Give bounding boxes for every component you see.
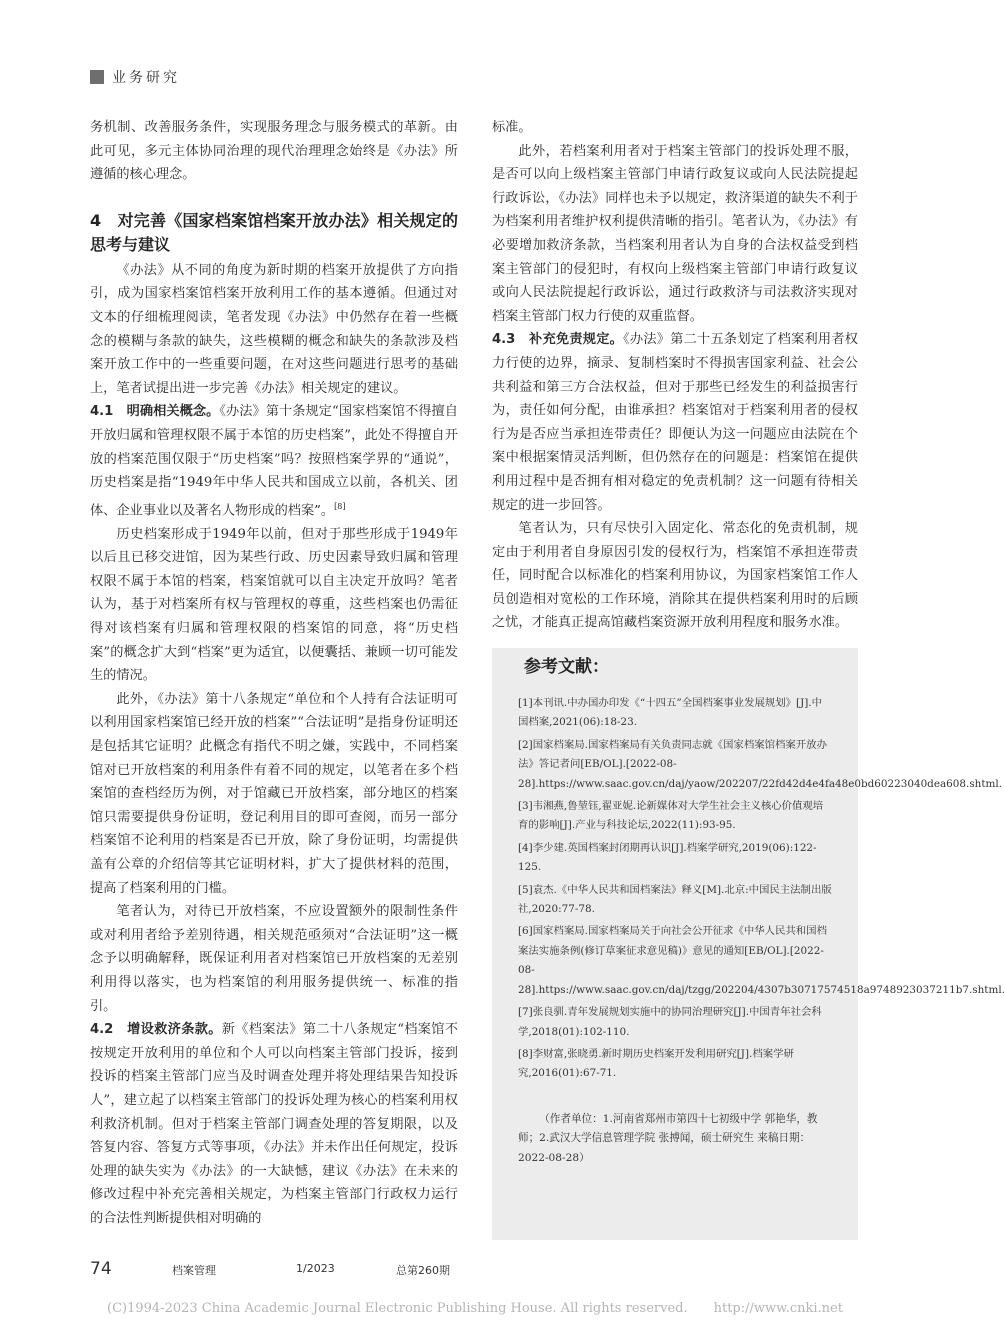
copyright-line: (C)1994-2023 China Academic Journal Electronic Publishing House. All rights reserved. http://www.cnki.net: [107, 1301, 843, 1316]
paragraph-text: 《办法》第二十五条划定了档案利用者权力行使的边界，摘录、复制档案时不得损害国家利益、社会公共利益和第三方合法权益，但对于那些已经发生的利益损害行为，责任如何分配，由谁承担？档案馆对于档案利用者的侵权行为是否应当承担连带责任？即便认为这一问题应由法院在个案中根据案情灵活判断，但仍然存在的问题是：档案馆在提供利用过程中是否拥有相对稳定的免责机制？这一问题有待相关规定的进一步回答。: [492, 332, 858, 513]
reference-item: [4]李少建.英国档案封闭期再认识[J].档案学研究,2019(06):122-125.: [518, 841, 817, 874]
subheading-4-3: 4.3 补充免责规定。: [492, 332, 624, 348]
running-header: [90, 66, 180, 88]
paragraph: 笔者认为，对待已开放档案，不应设置额外的限制性条件或对利用者给予差别待遇，相关规范亟须对“合法证明”这一概念予以明确解释，既保证利用者对档案馆已开放档案的无差别利用得以落实，也为档案馆的利用服务提供统一、标准的指引。: [90, 904, 458, 1014]
paragraph: 历史档案形成于1949年以前，但对于那些形成于1949年以后且已移交进馆，因为某些行政、历史因素导致归属和管理权限不属于本馆的档案，档案馆就可以自主决定开放吗？笔者认为，基于对档案所有权与管理权的尊重，这些档案也仍需征得对该档案有归属和管理权限的档案馆的同意，将“历史档案”的概念扩大到“档案”更为适宜，以便囊括、兼顾一切可能发生的情况。: [90, 526, 458, 684]
reference-item: [6]国家档案局.国家档案局关于向社会公开征求《中华人民共和国档案法实施条例(修订草案征求意见稿)》意见的通知[EB/OL].[2022-08-28].https://www.saac.gov.cn/daj/tzgg/202204/4307b30717574518a9748923037211b7.shtml.: [518, 925, 1005, 996]
reference-item: [3]韦湘燕,鲁堃钰,翟亚妮.论新媒体对大学生社会主义核心价值观培育的影响[J].产业与科技论坛,2022(11):93-95.: [518, 800, 824, 832]
continued-paragraph: 标准。: [492, 120, 532, 135]
paragraph: 此外，《办法》第十八条规定“单位和个人持有合法证明可以利用国家档案馆已经开放的档案”“合法证明”是指身份证明还是包括其它证明？此概念有指代不明之嫌，实践中，不同档案馆对已开放档案的利用条件有着不同的规定，以笔者在多个档案馆的查档经历为例，对于馆藏已开放档案，部分地区的档案馆只需要提供身份证明，登记利用目的即可查阅，而另一部分档案馆不论利用的档案是否已开放，除了身份证明，均需提供盖有公章的介绍信等其它证明材料，扩大了提供材料的范围，提高了档案利用的门槛。: [90, 691, 458, 896]
section-label: 业务研究: [112, 70, 180, 86]
reference-item: [2]国家档案局.国家档案局有关负责同志就《国家档案馆档案开放办法》答记者问[EB/OL].[2022-08-28].https://www.saac.gov.cn/daj/yaow/202207/22fd42d4e4fa48e0bd60223040dea608.shtml.: [518, 738, 1002, 790]
paragraph-text: 《办法》第十条规定“国家档案馆不得擅自开放归属和管理权限不属于本馆的历史档案”，此处不得擅自开放的档案范围仅限于“历史档案”吗？按照档案学界的“通说”，历史档案是指“1949年中华人民共和国成立以前，各机关、团体、企业事业以及著名人物形成的档案”。: [90, 404, 458, 519]
paragraph-4-2: [90, 1018, 458, 1230]
references-title: 参考文献：: [524, 657, 609, 677]
issue-number: 1/2023: [296, 1262, 335, 1275]
paragraph-4-3: [492, 328, 858, 517]
reference-item: [5]袁杰.《中华人民共和国档案法》释义[M].北京:中国民主法制出版社,2020:77-78.: [518, 883, 832, 916]
section-heading-4: 4 对完善《国家档案馆档案开放办法》相关规定的思考与建议: [90, 210, 458, 254]
reference-item: [8]李财富,张晓勇.新时期历史档案开发利用研究[J].档案学研究,2016(01):67-71.: [518, 1047, 794, 1080]
right-column: [492, 116, 858, 635]
magazine-name: 档案管理: [172, 1264, 216, 1277]
subheading-4-1: 4.1 明确相关概念。: [90, 404, 220, 420]
total-issue: 总第260期: [396, 1264, 450, 1277]
left-column: [90, 116, 458, 1231]
references-box: [492, 648, 1005, 1240]
subheading-4-2: 4.2 增设救济条款。: [90, 1022, 222, 1038]
intro-paragraph: 务机制、改善服务条件，实现服务理念与服务模式的革新。由此可见，多元主体协同治理的现代治理理念始终是《办法》所遵循的核心理念。: [90, 120, 458, 183]
paragraph: 此外，若档案利用者对于档案主管部门的投诉处理不服，是否可以向上级档案主管部门申请行政复议或向人民法院提起行政诉讼，《办法》同样也未予以规定，救济渠道的缺失不利于为档案利用者维护权利提供清晰的指引。笔者认为，《办法》有必要增加救济条款，当档案利用者认为自身的合法权益受到档案主管部门的侵犯时，有权向上级档案主管部门申请行政复议或向人民法院提起行政诉讼，通过行政救济与司法救济实现对档案主管部门权力行使的双重监督。: [492, 143, 858, 324]
citation: [8]: [334, 501, 346, 511]
page-footer: [90, 1259, 470, 1279]
paragraph-text: 新《档案法》第二十八条规定“档案馆不按规定开放利用的单位和个人可以向档案主管部门投诉，接到投诉的档案主管部门应当及时调查处理并将处理结果告知投诉人”，建立起了以档案主管部门的投诉处理为核心的档案利用权利救济机制。但对于档案主管部门调查处理的答复期限，以及答复内容、答复方式等事项，《办法》并未作出任何规定，投诉处理的缺失实为《办法》的一大缺憾，建议《办法》在未来的修改过程中补充完善相关规定，为档案主管部门行政权力运行的合法性判断提供相对明确的: [90, 1022, 458, 1226]
reference-item: [7]张良驯.青年发展规划实施中的协同治理研究[J].中国青年社会科学,2018(01):102-110.: [518, 1006, 822, 1038]
paragraph: 笔者认为，只有尽快引入固定化、常态化的免责机制，规定由于利用者自身原因引发的侵权行为，档案馆不承担连带责任，同时配合以标准化的档案利用协议，为国家档案馆工作人员创造相对宽松的工作环境，消除其在提供档案利用时的后顾之忧，才能真正提高馆藏档案资源开放利用程度和服务水准。: [492, 521, 858, 631]
paragraph: 《办法》从不同的角度为新时期的档案开放提供了方向指引，成为国家档案馆档案开放利用工作的基本遵循。但通过对文本的仔细梳理阅读，笔者发现《办法》中仍然存在着一些概念的模糊与条款的缺失，这些模糊的概念和缺失的条款涉及档案开放工作中的一些重要问题，在对这些问题进行思考的基础上，笔者试提出进一步完善《办法》相关规定的建议。: [90, 262, 458, 396]
header-square-icon: [90, 70, 104, 84]
paragraph-4-1: [90, 400, 458, 522]
author-affiliation: （作者单位：1.河南省郑州市第四十七初级中学 郭艳华，教师；2.武汉大学信息管理学院 张搏闻，硕士研究生 来稿日期：2022-08-28）: [518, 1112, 818, 1164]
reference-item: [1]本刊讯.中办国办印发《“十四五”全国档案事业发展规划》[J].中国档案,2021(06):18-23.: [518, 697, 822, 729]
page-number: 74: [90, 1259, 112, 1279]
